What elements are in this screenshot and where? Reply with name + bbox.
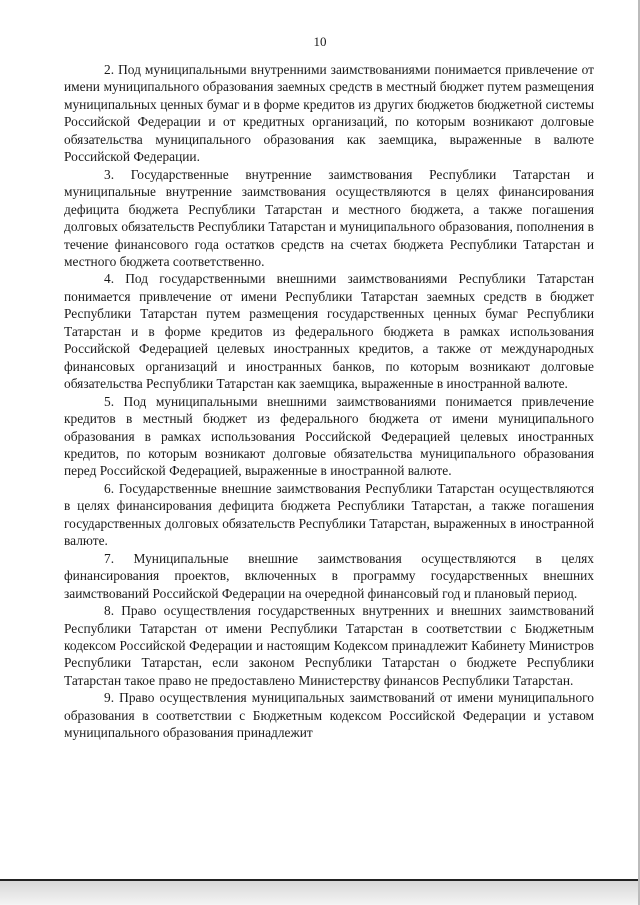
paragraph-3: 3. Государственные внутренние заимствования Республики Татарстан и муниципальные внутренние заимствования осуществляются в целях финансирования дефицита бюджета Республики Татарстан и местного бюджета, а также погашения долговых обязательств Республики Татарстан и муниципального образования, пополнения в течение финансового года остатков средств на счетах бюджета Республики Татарстан и местного бюджета соответственно.	[64, 166, 594, 269]
paragraph-2: 2. Под муниципальными внутренними заимствованиями понимается привлечение от имени муниципального образования заемных средств в местный бюджет путем размещения муниципальных ценных бумаг и в форме кредитов из других бюджетов бюджетной системы Российской Федерации и от кредитных организаций, по которым возникают долговые обязательства муниципального образования как заемщика, выраженные в валюте Российской Федерации.	[64, 62, 594, 165]
paragraph-9: 9. Право осуществления муниципальных заимствований от имени муниципального образования в соответствии с Бюджетным кодексом Российской Федерации и уставом муниципального образования принадлежит	[64, 690, 594, 741]
paragraph-6: 6. Государственные внешние заимствования Республики Татарстан осуществляются в целях финансирования дефицита бюджета Республики Татарстан, а также погашения государственных долговых обязательств Республики Татарстан, выраженных в иностранной валюте.	[64, 480, 594, 549]
paragraph-8: 8. Право осуществления государственных внутренних и внешних заимствований Республики Татарстан от имени Республики Татарстан в соответствии с Бюджетным кодексом Российской Федерации и настоящим Кодексом принадлежит Кабинету Министров Республики Татарстан, если законом Республики Татарстан о бюджете Республики Татарстан такое право не предоставлено Министерству финансов Республики Татарстан.	[64, 603, 594, 688]
paragraph-7: 7. Муниципальные внешние заимствования осуществляются в целях финансирования проектов, включенных в программу государственных внешних заимствований Российской Федерации на очередной финансовый год и плановый период.	[64, 550, 594, 601]
scan-bottom-shade	[0, 881, 640, 905]
page-number: 10	[313, 34, 327, 49]
paragraph-4: 4. Под государственными внешними заимствованиями Республики Татарстан понимается привлечение от имени Республики Татарстан заемных средств в бюджет Республики Татарстан путем размещения государственных ценных бумаг Республики Татарстан и в форме кредитов из федерального бюджета в рамках использования Российской Федерацией целевых иностранных кредитов, а также от международных финансовых организаций и иностранных банков, по которым возникают долговые обязательства Республики Татарстан как заемщика, выраженные в иностранной валюте.	[64, 271, 594, 392]
paragraph-5: 5. Под муниципальными внешними заимствованиями понимается привлечение кредитов в местный бюджет из федерального бюджета от имени муниципального образования в рамках использования Российской Федерацией целевых иностранных кредитов, по которым возникают долговые обязательства муниципального образования перед Российской Федерацией, выраженные в иностранной валюте.	[64, 393, 594, 479]
document-body	[64, 61, 594, 742]
